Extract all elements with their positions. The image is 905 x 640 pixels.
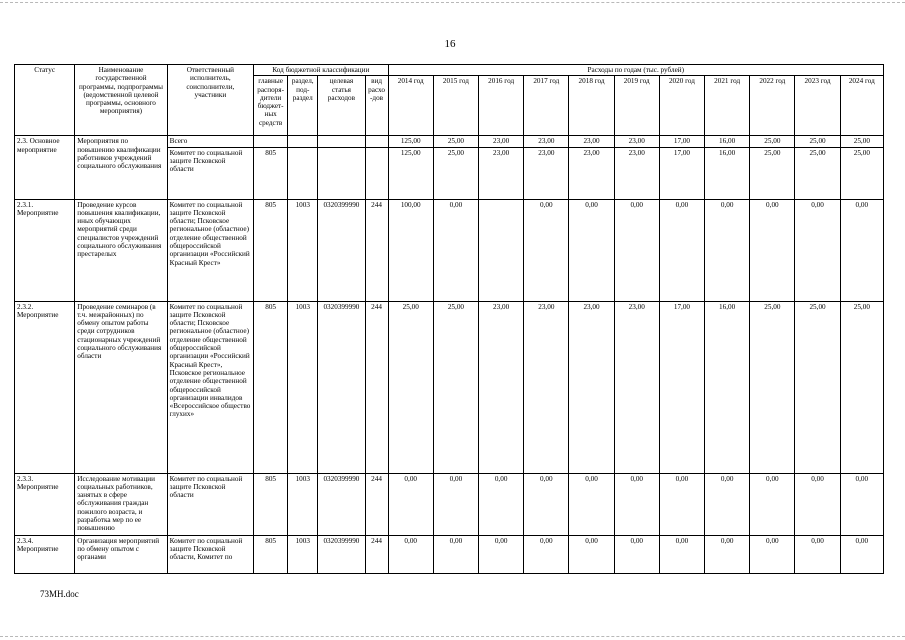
cell-value: 23,00 <box>614 136 659 147</box>
footer-filename: 73МН.doc <box>40 589 79 599</box>
row-status: 2.3.2. Мероприятие <box>15 301 75 473</box>
cell-grbs: 805 <box>254 473 288 535</box>
cell-value: 0,00 <box>614 473 659 535</box>
cell-section: 1003 <box>288 301 318 473</box>
table-row <box>15 136 884 147</box>
cell-value: 0,00 <box>614 199 659 301</box>
cell-type: 244 <box>365 473 388 535</box>
cell-target: 0320399990 <box>318 199 365 301</box>
header-grbs: главные распоря-дители бюджет-ных средств <box>254 76 288 136</box>
header-name: Наименование государственной программы, подпрограммы (ведомственной целевой программы, основного мероприятия) <box>75 65 167 136</box>
cell-value: 23,00 <box>569 301 614 473</box>
cell-value: 0,00 <box>388 473 433 535</box>
cell-value: 25,00 <box>388 301 433 473</box>
row-status: 2.3.1. Мероприятие <box>15 199 75 301</box>
table-row <box>15 199 884 301</box>
cell-value: 25,00 <box>840 136 883 147</box>
header-executor: Ответственный исполнитель, соисполнители, участники <box>167 65 253 136</box>
header-target-article: целевая статья расходов <box>318 76 365 136</box>
cell-value: 16,00 <box>705 136 750 147</box>
cell-value: 125,00 <box>388 147 433 199</box>
cell-value: 25,00 <box>750 301 795 473</box>
row-executor: Всего <box>167 136 253 147</box>
cell-value: 25,00 <box>795 301 840 473</box>
cell-value: 23,00 <box>569 147 614 199</box>
row-name: Исследование мотивации социальных работников, занятых в сфере обслуживания граждан пожилого возраста, и разработка мер по ее повышению <box>75 473 167 535</box>
row-status: 2.3. Основное мероприятие <box>15 136 75 199</box>
cell-value: 0,00 <box>840 535 883 573</box>
cell-type <box>365 147 388 199</box>
cell-value: 0,00 <box>840 473 883 535</box>
cell-value <box>479 199 524 301</box>
cell-value: 0,00 <box>433 199 478 301</box>
cell-value: 0,00 <box>433 473 478 535</box>
cell-value: 0,00 <box>795 473 840 535</box>
row-executor: Комитет по социальной защите Псковской области; Псковское региональное (областное) отделение общественной общероссийской организации «Российский Красный Крест» <box>167 199 253 301</box>
cell-value: 23,00 <box>524 301 569 473</box>
cell-value: 0,00 <box>479 473 524 535</box>
cell-value: 17,00 <box>659 136 704 147</box>
cell-value: 0,00 <box>840 199 883 301</box>
header-kbk-group: Код бюджетной классификации <box>254 65 389 76</box>
cell-value: 25,00 <box>750 147 795 199</box>
cell-value: 23,00 <box>524 147 569 199</box>
cell-value: 23,00 <box>569 136 614 147</box>
cell-section <box>288 136 318 147</box>
cell-grbs: 805 <box>254 301 288 473</box>
cell-value: 0,00 <box>750 535 795 573</box>
cell-value: 0,00 <box>705 535 750 573</box>
cell-value: 0,00 <box>524 199 569 301</box>
cell-target <box>318 136 365 147</box>
header-expense-type: вид расхо-дов <box>365 76 388 136</box>
cell-value: 125,00 <box>388 136 433 147</box>
header-year: 2019 год <box>614 76 659 136</box>
cell-value: 23,00 <box>479 147 524 199</box>
cell-value: 25,00 <box>840 301 883 473</box>
row-name: Проведение курсов повышения квалификации, иных обучающих мероприятий среди специалистов учреждений социального обслуживания престарелых <box>75 199 167 301</box>
cell-value: 0,00 <box>479 535 524 573</box>
cell-value: 23,00 <box>479 136 524 147</box>
cell-grbs: 805 <box>254 535 288 573</box>
cell-value: 0,00 <box>659 473 704 535</box>
header-year: 2016 год <box>479 76 524 136</box>
table-row <box>15 301 884 473</box>
cell-value: 25,00 <box>795 136 840 147</box>
cell-value: 0,00 <box>659 535 704 573</box>
cell-value: 0,00 <box>524 535 569 573</box>
cell-type: 244 <box>365 535 388 573</box>
cell-type: 244 <box>365 199 388 301</box>
cell-value: 23,00 <box>524 136 569 147</box>
cell-value: 0,00 <box>705 199 750 301</box>
header-year: 2024 год <box>840 76 883 136</box>
cell-grbs: 805 <box>254 199 288 301</box>
header-status: Статус <box>15 65 75 136</box>
cell-value: 23,00 <box>479 301 524 473</box>
header-year: 2014 год <box>388 76 433 136</box>
row-status: 2.3.3. Мероприятие <box>15 473 75 535</box>
row-name: Мероприятия по повышению квалификации работников учреждений социального обслуживания <box>75 136 167 199</box>
row-executor: Комитет по социальной защите Псковской области <box>167 473 253 535</box>
row-executor: Комитет по социальной защите Псковской области; Псковское региональное (областное) отделение общественной общероссийской организации «Российский Красный Крест», Псковское региональное отделение общественной общероссийской организации инвалидов «Всероссийское общество глухих» <box>167 301 253 473</box>
header-year: 2021 год <box>705 76 750 136</box>
header-year: 2022 год <box>750 76 795 136</box>
cell-value: 0,00 <box>795 199 840 301</box>
cell-value: 0,00 <box>524 473 569 535</box>
cell-value: 25,00 <box>433 301 478 473</box>
cell-grbs <box>254 136 288 147</box>
cell-value: 0,00 <box>569 199 614 301</box>
page-number: 16 <box>444 38 456 50</box>
cell-target: 0320399990 <box>318 301 365 473</box>
header-year: 2020 год <box>659 76 704 136</box>
row-executor: Комитет по социальной защите Псковской области <box>167 147 253 199</box>
header-year: 2023 год <box>795 76 840 136</box>
cell-section: 1003 <box>288 535 318 573</box>
cell-value: 25,00 <box>750 136 795 147</box>
cell-section <box>288 147 318 199</box>
cell-value: 0,00 <box>750 473 795 535</box>
cell-value: 0,00 <box>569 535 614 573</box>
row-name: Проведение семинаров (в т.ч. межрайонных) по обмену опытом работы среди сотрудников стационарных учреждений социального обслуживания области <box>75 301 167 473</box>
row-name: Организация мероприятий по обмену опытом с органами <box>75 535 167 573</box>
cell-value: 23,00 <box>614 147 659 199</box>
cell-value: 17,00 <box>659 301 704 473</box>
cell-section: 1003 <box>288 199 318 301</box>
cell-value: 0,00 <box>750 199 795 301</box>
cell-value: 0,00 <box>569 473 614 535</box>
cell-value: 0,00 <box>705 473 750 535</box>
cell-target <box>318 147 365 199</box>
scan-edge-top <box>0 2 905 3</box>
cell-value: 0,00 <box>388 535 433 573</box>
budget-table <box>14 64 884 574</box>
table-row <box>15 473 884 535</box>
cell-value: 0,00 <box>433 535 478 573</box>
cell-value: 16,00 <box>705 301 750 473</box>
header-year: 2017 год <box>524 76 569 136</box>
cell-value: 100,00 <box>388 199 433 301</box>
cell-type: 244 <box>365 301 388 473</box>
cell-value: 0,00 <box>795 535 840 573</box>
cell-value: 16,00 <box>705 147 750 199</box>
header-year: 2015 год <box>433 76 478 136</box>
cell-value: 23,00 <box>614 301 659 473</box>
cell-value: 0,00 <box>659 199 704 301</box>
cell-target: 0320399990 <box>318 473 365 535</box>
cell-target: 0320399990 <box>318 535 365 573</box>
cell-value: 25,00 <box>795 147 840 199</box>
table-row <box>15 535 884 573</box>
scan-edge-bottom <box>0 636 905 637</box>
cell-value: 25,00 <box>840 147 883 199</box>
cell-grbs: 805 <box>254 147 288 199</box>
cell-value: 25,00 <box>433 136 478 147</box>
row-executor: Комитет по социальной защите Псковской области, Комитет по <box>167 535 253 573</box>
header-year: 2018 год <box>569 76 614 136</box>
cell-value: 17,00 <box>659 147 704 199</box>
cell-value: 0,00 <box>614 535 659 573</box>
cell-type <box>365 136 388 147</box>
header-expenses-group: Расходы по годам (тыс. рублей) <box>388 65 883 76</box>
cell-value: 25,00 <box>433 147 478 199</box>
row-status: 2.3.4. Мероприятие <box>15 535 75 573</box>
header-section: раздел, под-раздел <box>288 76 318 136</box>
cell-section: 1003 <box>288 473 318 535</box>
